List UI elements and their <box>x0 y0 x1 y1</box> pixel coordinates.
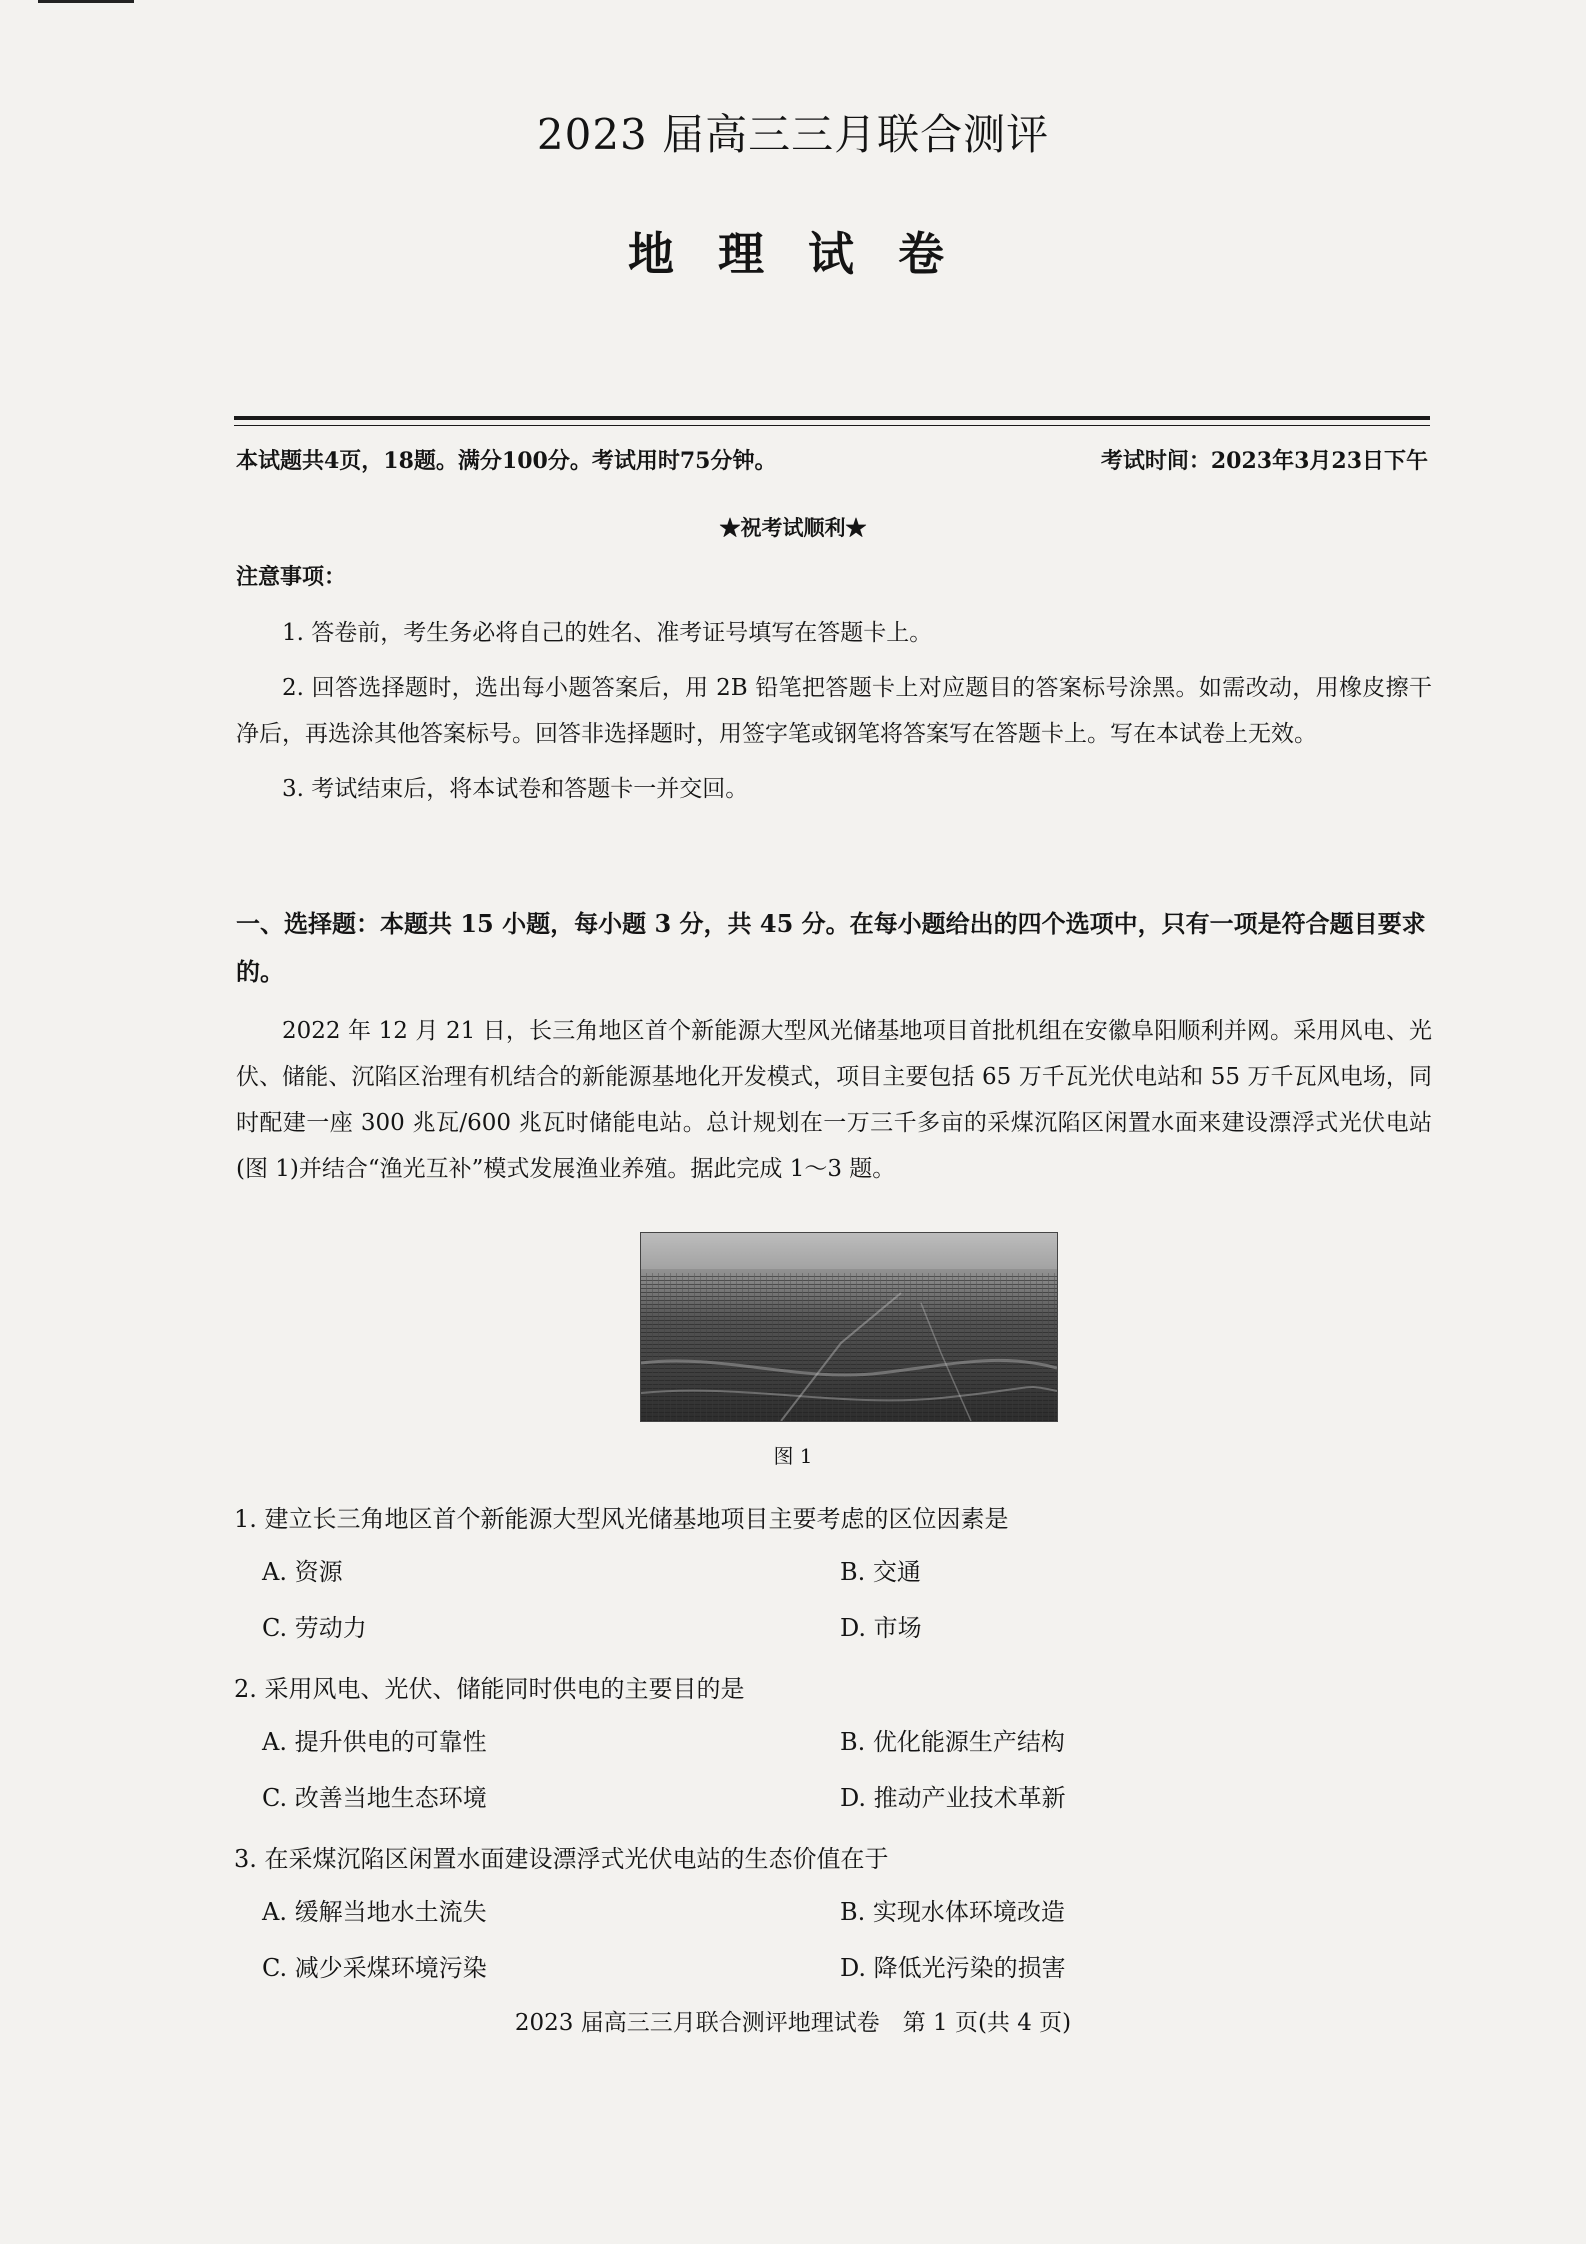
question-stem: 2. 采用风电、光伏、储能同时供电的主要目的是 <box>234 1675 745 1703</box>
notes-list <box>236 610 1432 821</box>
option-row <box>234 1770 1434 1826</box>
section-header: 一、选择题：本题共 15 小题，每小题 3 分，共 45 分。在每小题给出的四个选项中，只有一项是符合题目要求的。 <box>236 909 1426 986</box>
option-row <box>234 1940 1434 1996</box>
question-options <box>234 1544 1434 1656</box>
good-luck-banner: ★祝考试顺利★ <box>719 515 867 540</box>
option-a: A. 缓解当地水土流失 <box>262 1898 487 1926</box>
note-item: 1. 答卷前，考生务必将自己的姓名、准考证号填写在答题卡上。 <box>282 620 933 646</box>
note-item: 3. 考试结束后，将本试卷和答题卡一并交回。 <box>282 776 749 802</box>
option-d: D. 推动产业技术革新 <box>840 1784 1066 1812</box>
exam-title: 2023 届高三三月联合测评 <box>536 110 1050 159</box>
option-row <box>234 1714 1434 1770</box>
option-row <box>234 1884 1434 1940</box>
page-footer: 2023 届高三三月联合测评地理试卷 第 1 页(共 4 页) <box>514 2010 1072 2036</box>
questions-list <box>234 1494 1434 2004</box>
exam-info: 本试题共4页，18题。满分100分。考试用时75分钟。 <box>236 448 777 474</box>
notes-heading: 注意事项： <box>236 564 347 590</box>
header-rule-thin <box>234 425 1430 426</box>
option-row <box>234 1600 1434 1656</box>
option-c: C. 减少采煤环境污染 <box>262 1954 487 1982</box>
scan-edge-mark <box>38 0 134 3</box>
option-a: A. 提升供电的可靠性 <box>262 1728 487 1756</box>
question-2 <box>234 1664 1434 1826</box>
figure-caption: 图 1 <box>773 1444 813 1468</box>
question-stem: 1. 建立长三角地区首个新能源大型风光储基地项目主要考虑的区位因素是 <box>234 1505 1009 1533</box>
paper-title: 地 理 试 卷 <box>627 227 959 281</box>
exam-time: 考试时间：2023年3月23日下午 <box>1100 448 1428 474</box>
option-row <box>234 1544 1434 1600</box>
option-c: C. 改善当地生态环境 <box>262 1784 487 1812</box>
option-b: B. 交通 <box>840 1558 921 1586</box>
header-rule-thick <box>234 416 1430 420</box>
reading-passage: 2022 年 12 月 21 日，长三角地区首个新能源大型风光储基地项目首批机组在安徽阜阳顺利并网。采用风电、光伏、储能、沉陷区治理有机结合的新能源基地化开发模式，项目主要包括 65 万千瓦光伏电站和 55 万千瓦风电场，同时配建一座 300 兆瓦/600 兆瓦时储能电站。总计规划在一万三千多亩的采煤沉陷区闲置水面来建设漂浮式光伏电站(图 1)并结合“渔光互补”模式发展渔业养殖。据此完成 1～3 题。 <box>236 1018 1432 1182</box>
question-3 <box>234 1834 1434 1996</box>
question-1 <box>234 1494 1434 1656</box>
option-a: A. 资源 <box>262 1558 343 1586</box>
option-b: B. 优化能源生产结构 <box>840 1728 1065 1756</box>
option-d: D. 降低光污染的损害 <box>840 1954 1066 1982</box>
question-stem: 3. 在采煤沉陷区闲置水面建设漂浮式光伏电站的生态价值在于 <box>234 1845 889 1873</box>
question-options <box>234 1884 1434 1996</box>
question-options <box>234 1714 1434 1826</box>
note-item: 2. 回答选择题时，选出每小题答案后，用 2B 铅笔把答题卡上对应题目的答案标号涂黑。如需改动，用橡皮擦干净后，再选涂其他答案标号。回答非选择题时，用签字笔或钢笔将答案写在答题卡上。写在本试卷上无效。 <box>236 675 1432 747</box>
figure-1-photo <box>640 1232 1058 1422</box>
option-d: D. 市场 <box>840 1614 922 1642</box>
option-b: B. 实现水体环境改造 <box>840 1898 1065 1926</box>
option-c: C. 劳动力 <box>262 1614 367 1642</box>
